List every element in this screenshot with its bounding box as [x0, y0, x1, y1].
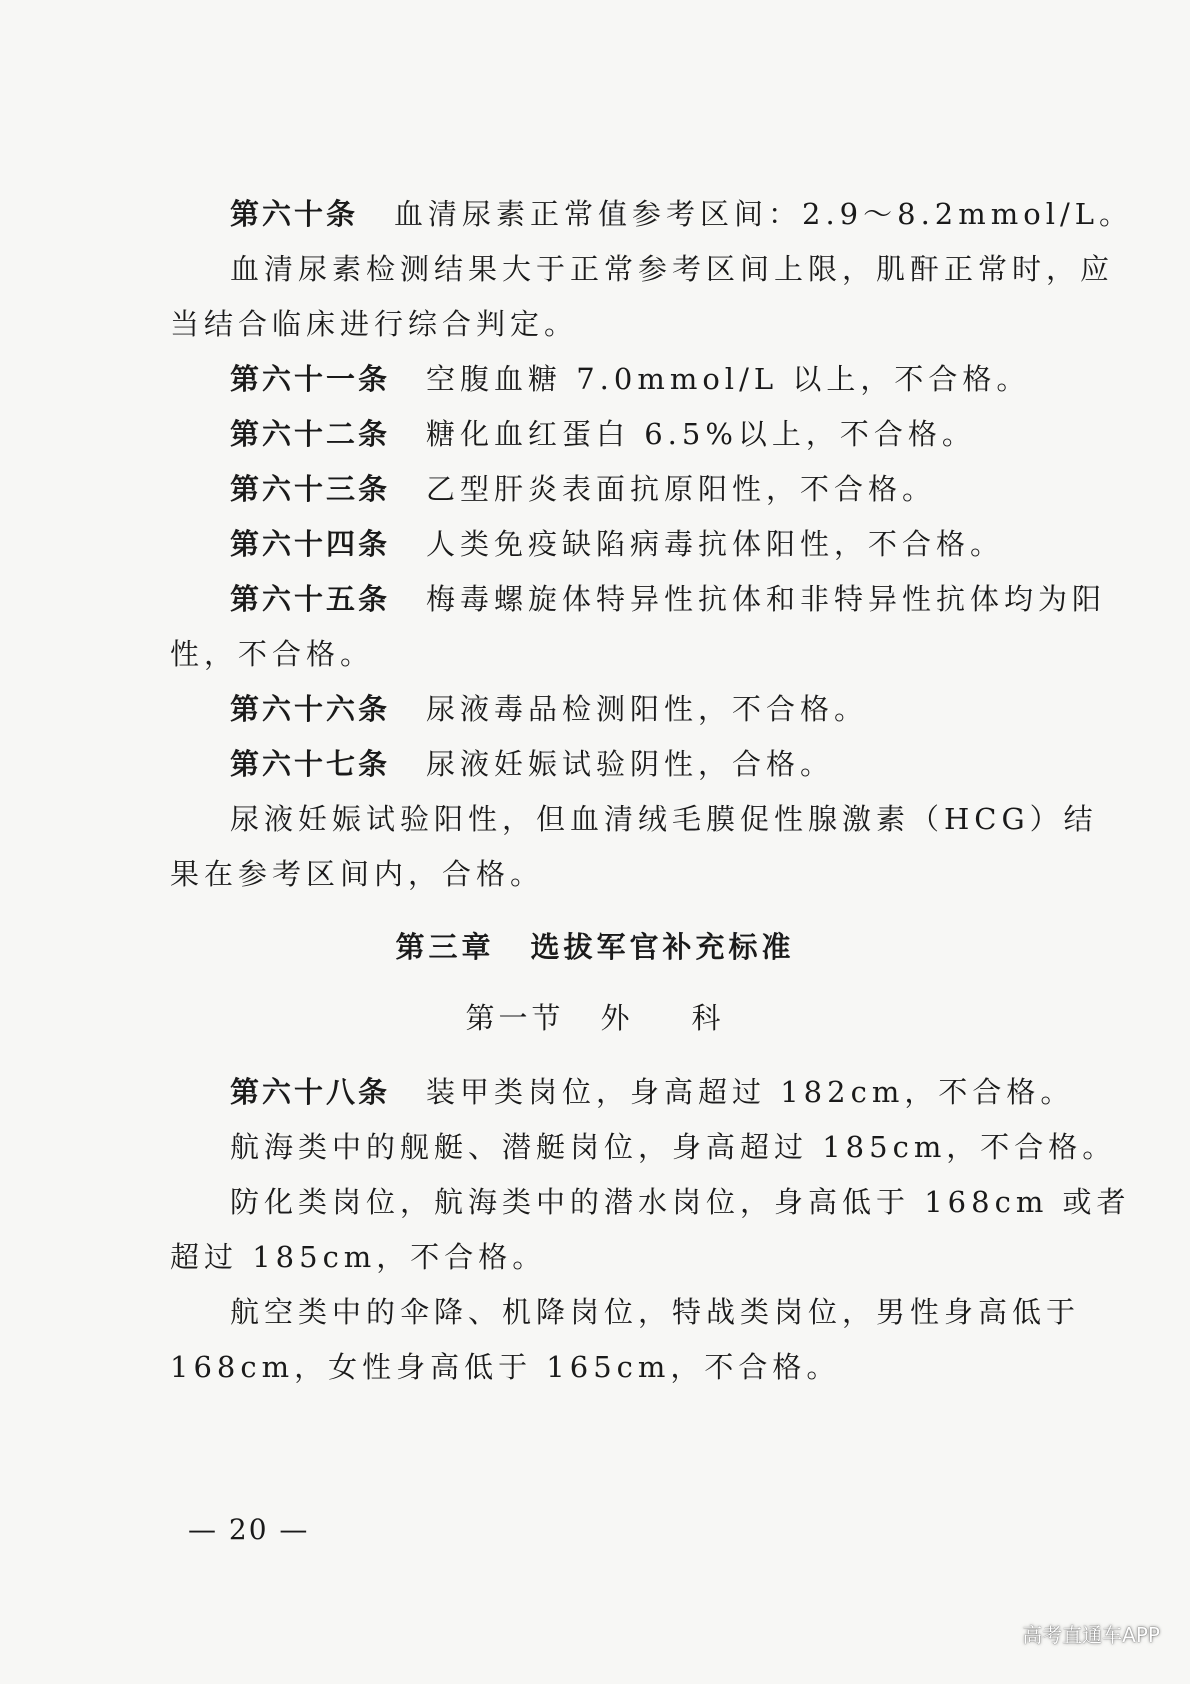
- article-label: 第六十五条: [230, 582, 391, 616]
- article-65: [0, 579, 1190, 619]
- paragraph-text: 防化类岗位，航海类中的潜水岗位，身高低于 168cm 或者: [230, 1185, 1131, 1219]
- article-label: 第六十二条: [230, 417, 391, 451]
- chapter-title: 选拔军官补充标准: [530, 930, 795, 964]
- article-text: 尿液毒品检测阳性，不合格。: [426, 692, 869, 726]
- section-number: 第一节: [465, 1001, 565, 1035]
- article-60-para2-cont: [0, 304, 1190, 344]
- article-text: 血清尿素正常值参考区间：2.9～8.2mmol/L。: [394, 197, 1134, 231]
- page-number: — 20 —: [188, 1513, 310, 1546]
- article-label: 第六十七条: [230, 747, 391, 781]
- article-65-cont: [0, 634, 1190, 674]
- article-68: [0, 1072, 1190, 1112]
- article-63: [0, 469, 1190, 509]
- article-label: 第六十一条: [230, 362, 391, 396]
- article-62: [0, 414, 1190, 454]
- article-60-para2: [0, 249, 1190, 289]
- article-61: [0, 359, 1190, 399]
- paragraph-text: 性，不合格。: [170, 637, 375, 671]
- article-label: 第六十六条: [230, 692, 391, 726]
- article-64: [0, 524, 1190, 564]
- section-title-part2: 科: [691, 1001, 725, 1035]
- article-60: [0, 194, 1190, 234]
- article-text: 乙型肝炎表面抗原阳性，不合格。: [426, 472, 937, 506]
- chapter-heading: [0, 927, 1190, 967]
- paragraph-text: 果在参考区间内，合格。: [170, 857, 545, 891]
- article-text: 糖化血红蛋白 6.5%以上，不合格。: [426, 417, 976, 451]
- article-text: 人类免疫缺陷病毒抗体阳性，不合格。: [426, 527, 1005, 561]
- paragraph-text: 尿液妊娠试验阳性，但血清绒毛膜促性腺激素（HCG）结: [230, 802, 1098, 836]
- paragraph-text: 血清尿素检测结果大于正常参考区间上限，肌酐正常时，应: [230, 252, 1115, 286]
- paragraph-text: 当结合临床进行综合判定。: [170, 307, 579, 341]
- watermark-text: 高考直通车APP: [1022, 1623, 1160, 1647]
- chapter-number: 第三章: [395, 930, 495, 964]
- article-68-para3-cont: [0, 1237, 1190, 1277]
- section-heading: [0, 998, 1190, 1038]
- article-label: 第六十三条: [230, 472, 391, 506]
- paragraph-text: 航空类中的伞降、机降岗位，特战类岗位，男性身高低于: [230, 1295, 1081, 1329]
- article-66: [0, 689, 1190, 729]
- paragraph-text: 168cm，女性身高低于 165cm，不合格。: [170, 1350, 841, 1384]
- article-text: 尿液妊娠试验阴性，合格。: [426, 747, 835, 781]
- paragraph-text: 超过 185cm，不合格。: [170, 1240, 547, 1274]
- section-title-part1: 外: [600, 1001, 634, 1035]
- article-text: 空腹血糖 7.0mmol/L 以上，不合格。: [426, 362, 1031, 396]
- article-68-para2: [0, 1127, 1190, 1167]
- article-label: 第六十四条: [230, 527, 391, 561]
- article-label: 第六十八条: [230, 1075, 391, 1109]
- paragraph-text: 航海类中的舰艇、潜艇岗位，身高超过 185cm，不合格。: [230, 1130, 1117, 1164]
- article-67-para2: [0, 799, 1190, 839]
- article-68-para3: [0, 1182, 1190, 1222]
- article-67: [0, 744, 1190, 784]
- article-text: 梅毒螺旋体特异性抗体和非特异性抗体均为阳: [426, 582, 1107, 616]
- article-67-para2-cont: [0, 854, 1190, 894]
- article-label: 第六十条: [230, 197, 359, 231]
- article-68-para4-cont: [0, 1347, 1190, 1387]
- article-68-para4: [0, 1292, 1190, 1332]
- article-text: 装甲类岗位，身高超过 182cm，不合格。: [426, 1075, 1075, 1109]
